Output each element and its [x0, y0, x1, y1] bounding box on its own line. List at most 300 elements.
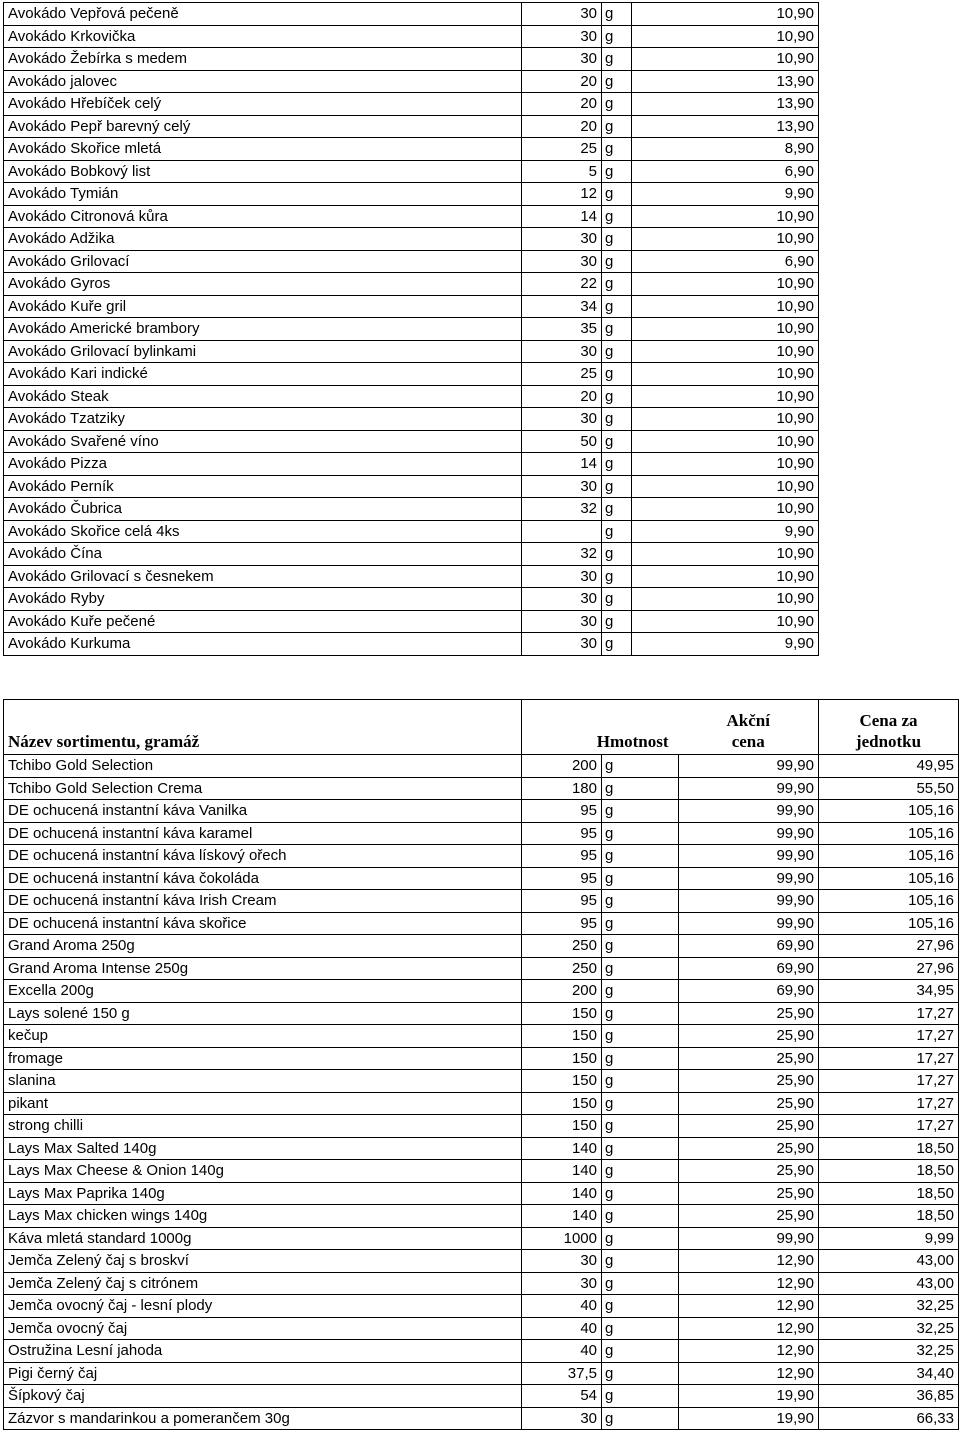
- price-cell: 8,90: [632, 138, 819, 161]
- unit-cell: g: [602, 475, 632, 498]
- weight-cell: 30: [522, 25, 602, 48]
- unit-cell: g: [602, 520, 632, 543]
- unit-cell: g: [602, 498, 632, 521]
- weight-cell: 95: [522, 800, 602, 823]
- unit-price-cell: 18,50: [819, 1205, 959, 1228]
- weight-cell: 34: [522, 295, 602, 318]
- weight-cell: 30: [522, 633, 602, 656]
- table-row: [4, 48, 819, 71]
- sale-price-cell: 25,90: [679, 1070, 819, 1093]
- price-cell: 13,90: [632, 93, 819, 116]
- product-name-cell: Avokádo Grilovací s česnekem: [4, 565, 522, 588]
- price-cell: 6,90: [632, 250, 819, 273]
- sale-price-cell: 25,90: [679, 1205, 819, 1228]
- weight-cell: [522, 520, 602, 543]
- header-unit-price-line1: Cena za: [859, 711, 918, 730]
- product-name-cell: Jemča ovocný čaj: [4, 1317, 522, 1340]
- sale-price-cell: 99,90: [679, 822, 819, 845]
- product-name-cell: pikant: [4, 1092, 522, 1115]
- weight-cell: 30: [522, 408, 602, 431]
- unit-cell: g: [602, 1250, 679, 1273]
- sale-price-cell: 69,90: [679, 980, 819, 1003]
- unit-cell: g: [602, 228, 632, 251]
- weight-cell: 250: [522, 957, 602, 980]
- weight-cell: 95: [522, 822, 602, 845]
- unit-cell: g: [602, 633, 632, 656]
- weight-cell: 180: [522, 777, 602, 800]
- product-name-cell: Avokádo Kurkuma: [4, 633, 522, 656]
- unit-price-cell: 105,16: [819, 912, 959, 935]
- weight-cell: 14: [522, 205, 602, 228]
- weight-cell: 30: [522, 1407, 602, 1430]
- table-row: [4, 565, 819, 588]
- product-name-cell: Avokádo Kuře gril: [4, 295, 522, 318]
- weight-cell: 20: [522, 115, 602, 138]
- unit-cell: g: [602, 800, 679, 823]
- product-name-cell: DE ochucená instantní káva čokoláda: [4, 867, 522, 890]
- product-name-cell: Káva mletá standard 1000g: [4, 1227, 522, 1250]
- weight-cell: 37,5: [522, 1362, 602, 1385]
- weight-cell: 150: [522, 1002, 602, 1025]
- table-row: [4, 1070, 959, 1093]
- table-row: [4, 610, 819, 633]
- product-name-cell: Avokádo Pepř barevný celý: [4, 115, 522, 138]
- price-cell: 10,90: [632, 588, 819, 611]
- weight-cell: 50: [522, 430, 602, 453]
- sale-price-cell: 99,90: [679, 912, 819, 935]
- unit-cell: g: [602, 1182, 679, 1205]
- weight-cell: 32: [522, 498, 602, 521]
- sale-price-cell: 99,90: [679, 1227, 819, 1250]
- unit-price-cell: 105,16: [819, 890, 959, 913]
- unit-price-cell: 105,16: [819, 822, 959, 845]
- weight-cell: 200: [522, 755, 602, 778]
- weight-cell: 150: [522, 1025, 602, 1048]
- sale-price-cell: 12,90: [679, 1272, 819, 1295]
- unit-price-cell: 32,25: [819, 1317, 959, 1340]
- product-name-cell: Lays Max Cheese & Onion 140g: [4, 1160, 522, 1183]
- weight-cell: 25: [522, 138, 602, 161]
- price-cell: 10,90: [632, 3, 819, 26]
- unit-cell: g: [602, 160, 632, 183]
- weight-cell: 35: [522, 318, 602, 341]
- sale-price-cell: 69,90: [679, 935, 819, 958]
- unit-cell: g: [602, 183, 632, 206]
- product-name-cell: Avokádo Čína: [4, 543, 522, 566]
- weight-cell: 20: [522, 93, 602, 116]
- product-name-cell: Avokádo Skořice mletá: [4, 138, 522, 161]
- unit-price-cell: 66,33: [819, 1407, 959, 1430]
- product-name-cell: Ostružina Lesní jahoda: [4, 1340, 522, 1363]
- product-name-cell: Avokádo Kari indické: [4, 363, 522, 386]
- unit-cell: g: [602, 205, 632, 228]
- product-name-cell: DE ochucená instantní káva skořice: [4, 912, 522, 935]
- weight-cell: 14: [522, 453, 602, 476]
- unit-cell: g: [602, 363, 632, 386]
- weight-cell: 30: [522, 228, 602, 251]
- table-row: [4, 183, 819, 206]
- unit-cell: g: [602, 565, 632, 588]
- product-name-cell: Avokádo Steak: [4, 385, 522, 408]
- sale-price-cell: 25,90: [679, 1002, 819, 1025]
- spice-price-table: [3, 2, 819, 656]
- unit-cell: g: [602, 250, 632, 273]
- table-row: [4, 1137, 959, 1160]
- unit-price-cell: 17,27: [819, 1025, 959, 1048]
- price-cell: 10,90: [632, 565, 819, 588]
- table-row: [4, 1407, 959, 1430]
- weight-cell: 30: [522, 1250, 602, 1273]
- unit-price-cell: 9,99: [819, 1227, 959, 1250]
- unit-cell: g: [602, 1070, 679, 1093]
- product-name-cell: Grand Aroma Intense 250g: [4, 957, 522, 980]
- product-name-cell: DE ochucená instantní káva karamel: [4, 822, 522, 845]
- table-row: [4, 1227, 959, 1250]
- unit-price-cell: 17,27: [819, 1115, 959, 1138]
- unit-cell: g: [602, 115, 632, 138]
- sale-price-cell: 19,90: [679, 1407, 819, 1430]
- table-row: [4, 520, 819, 543]
- sale-price-cell: 25,90: [679, 1137, 819, 1160]
- table-row: [4, 755, 959, 778]
- header-sale-price-line2: cena: [731, 732, 765, 751]
- product-name-cell: DE ochucená instantní káva Vanilka: [4, 800, 522, 823]
- product-name-cell: Avokádo Bobkový list: [4, 160, 522, 183]
- table-row: [4, 1362, 959, 1385]
- price-cell: 10,90: [632, 25, 819, 48]
- unit-cell: g: [602, 890, 679, 913]
- product-name-cell: Lays solené 150 g: [4, 1002, 522, 1025]
- weight-cell: 30: [522, 1272, 602, 1295]
- table-row: [4, 543, 819, 566]
- sale-price-cell: 99,90: [679, 890, 819, 913]
- product-name-cell: Avokádo Krkovička: [4, 25, 522, 48]
- product-name-cell: Avokádo Hřebíček celý: [4, 93, 522, 116]
- product-name-cell: Avokádo Adžika: [4, 228, 522, 251]
- sale-price-cell: 12,90: [679, 1295, 819, 1318]
- unit-price-cell: 17,27: [819, 1002, 959, 1025]
- unit-cell: g: [602, 273, 632, 296]
- product-name-cell: DE ochucená instantní káva Irish Cream: [4, 890, 522, 913]
- table-row: [4, 1047, 959, 1070]
- weight-cell: 150: [522, 1115, 602, 1138]
- weight-cell: 30: [522, 475, 602, 498]
- table-row: [4, 1115, 959, 1138]
- unit-cell: g: [602, 1002, 679, 1025]
- table-row: [4, 890, 959, 913]
- weight-cell: 40: [522, 1295, 602, 1318]
- weight-cell: 22: [522, 273, 602, 296]
- product-name-cell: slanina: [4, 1070, 522, 1093]
- unit-cell: g: [602, 1047, 679, 1070]
- sale-price-cell: 99,90: [679, 845, 819, 868]
- sale-price-cell: 99,90: [679, 777, 819, 800]
- unit-cell: g: [602, 1385, 679, 1408]
- sale-price-cell: 25,90: [679, 1025, 819, 1048]
- unit-cell: g: [602, 318, 632, 341]
- unit-price-cell: 17,27: [819, 1070, 959, 1093]
- weight-cell: 20: [522, 70, 602, 93]
- price-cell: 10,90: [632, 295, 819, 318]
- unit-cell: g: [602, 1160, 679, 1183]
- table-row: [4, 385, 819, 408]
- unit-price-cell: 17,27: [819, 1047, 959, 1070]
- weight-cell: 95: [522, 912, 602, 935]
- product-name-cell: Lays Max chicken wings 140g: [4, 1205, 522, 1228]
- unit-price-cell: 43,00: [819, 1250, 959, 1273]
- weight-cell: 140: [522, 1137, 602, 1160]
- product-name-cell: Avokádo Tzatziky: [4, 408, 522, 431]
- product-name-cell: Avokádo Grilovací bylinkami: [4, 340, 522, 363]
- sale-price-cell: 12,90: [679, 1317, 819, 1340]
- sale-price-cell: 99,90: [679, 800, 819, 823]
- sale-price-cell: 99,90: [679, 755, 819, 778]
- table-row: [4, 845, 959, 868]
- table-row: [4, 160, 819, 183]
- product-name-cell: Lays Max Salted 140g: [4, 1137, 522, 1160]
- table-row: [4, 822, 959, 845]
- price-cell: 10,90: [632, 430, 819, 453]
- table-header-row: [4, 700, 959, 755]
- unit-cell: g: [602, 385, 632, 408]
- table-row: [4, 93, 819, 116]
- table-row: [4, 408, 819, 431]
- product-name-cell: Avokádo Kuře pečené: [4, 610, 522, 633]
- unit-price-cell: 18,50: [819, 1160, 959, 1183]
- unit-cell: g: [602, 935, 679, 958]
- table-row: [4, 340, 819, 363]
- weight-cell: 140: [522, 1160, 602, 1183]
- product-name-cell: Avokádo Perník: [4, 475, 522, 498]
- table-row: [4, 1385, 959, 1408]
- unit-cell: g: [602, 1407, 679, 1430]
- unit-cell: g: [602, 1317, 679, 1340]
- table-row: [4, 1272, 959, 1295]
- table-row: [4, 1025, 959, 1048]
- price-cell: 13,90: [632, 70, 819, 93]
- unit-cell: g: [602, 1272, 679, 1295]
- weight-cell: 20: [522, 385, 602, 408]
- table-row: [4, 363, 819, 386]
- weight-cell: 140: [522, 1205, 602, 1228]
- unit-price-cell: 105,16: [819, 867, 959, 890]
- sale-price-cell: 25,90: [679, 1160, 819, 1183]
- table-row: [4, 1295, 959, 1318]
- unit-cell: g: [602, 1362, 679, 1385]
- product-name-cell: Jemča Zelený čaj s broskví: [4, 1250, 522, 1273]
- table-row: [4, 498, 819, 521]
- table-row: [4, 777, 959, 800]
- price-cell: 10,90: [632, 363, 819, 386]
- price-cell: 10,90: [632, 543, 819, 566]
- table-row: [4, 453, 819, 476]
- table-row: [4, 25, 819, 48]
- product-name-cell: Lays Max Paprika 140g: [4, 1182, 522, 1205]
- unit-price-cell: 105,16: [819, 800, 959, 823]
- product-name-cell: Jemča Zelený čaj s citrónem: [4, 1272, 522, 1295]
- table-row: [4, 1340, 959, 1363]
- table-row: [4, 800, 959, 823]
- unit-cell: g: [602, 822, 679, 845]
- unit-cell: g: [602, 755, 679, 778]
- unit-price-cell: 18,50: [819, 1137, 959, 1160]
- product-name-cell: Zázvor s mandarinkou a pomerančem 30g: [4, 1407, 522, 1430]
- table-row: [4, 633, 819, 656]
- product-name-cell: Šípkový čaj: [4, 1385, 522, 1408]
- unit-cell: g: [602, 48, 632, 71]
- product-name-cell: Avokádo Ryby: [4, 588, 522, 611]
- product-name-cell: Avokádo Vepřová pečeně: [4, 3, 522, 26]
- product-name-cell: Avokádo Svařené víno: [4, 430, 522, 453]
- unit-price-cell: 43,00: [819, 1272, 959, 1295]
- table-row: [4, 3, 819, 26]
- price-cell: 10,90: [632, 340, 819, 363]
- product-name-cell: Avokádo Citronová kůra: [4, 205, 522, 228]
- unit-cell: g: [602, 1295, 679, 1318]
- weight-cell: 250: [522, 935, 602, 958]
- unit-cell: g: [602, 610, 632, 633]
- weight-cell: 25: [522, 363, 602, 386]
- product-name-cell: Avokádo Americké brambory: [4, 318, 522, 341]
- table-row: [4, 1160, 959, 1183]
- unit-cell: g: [602, 93, 632, 116]
- table-row: [4, 912, 959, 935]
- header-weight: Hmotnost: [522, 700, 679, 755]
- unit-cell: g: [602, 1340, 679, 1363]
- table-row: [4, 295, 819, 318]
- unit-cell: g: [602, 25, 632, 48]
- unit-cell: g: [602, 980, 679, 1003]
- price-cell: 10,90: [632, 205, 819, 228]
- sale-price-cell: 19,90: [679, 1385, 819, 1408]
- unit-cell: g: [602, 1025, 679, 1048]
- weight-cell: 1000: [522, 1227, 602, 1250]
- product-name-cell: Avokádo Grilovací: [4, 250, 522, 273]
- price-cell: 9,90: [632, 520, 819, 543]
- weight-cell: 54: [522, 1385, 602, 1408]
- unit-cell: g: [602, 138, 632, 161]
- product-name-cell: Jemča ovocný čaj - lesní plody: [4, 1295, 522, 1318]
- price-cell: 10,90: [632, 475, 819, 498]
- weight-cell: 30: [522, 3, 602, 26]
- unit-price-cell: 34,95: [819, 980, 959, 1003]
- unit-cell: g: [602, 588, 632, 611]
- product-name-cell: Grand Aroma 250g: [4, 935, 522, 958]
- unit-cell: g: [602, 1205, 679, 1228]
- product-name-cell: DE ochucená instantní káva lískový ořech: [4, 845, 522, 868]
- product-price-table: [3, 699, 959, 1430]
- table-row: [4, 1317, 959, 1340]
- product-name-cell: Avokádo Skořice celá 4ks: [4, 520, 522, 543]
- weight-cell: 95: [522, 890, 602, 913]
- unit-cell: g: [602, 1227, 679, 1250]
- product-name-cell: Avokádo jalovec: [4, 70, 522, 93]
- sale-price-cell: 25,90: [679, 1115, 819, 1138]
- unit-price-cell: 27,96: [819, 935, 959, 958]
- weight-cell: 200: [522, 980, 602, 1003]
- unit-price-cell: 17,27: [819, 1092, 959, 1115]
- product-name-cell: strong chilli: [4, 1115, 522, 1138]
- product-name-cell: Avokádo Tymián: [4, 183, 522, 206]
- header-name: Název sortimentu, gramáž: [4, 700, 522, 755]
- price-cell: 9,90: [632, 633, 819, 656]
- table-row: [4, 138, 819, 161]
- sale-price-cell: 12,90: [679, 1340, 819, 1363]
- weight-cell: 40: [522, 1340, 602, 1363]
- table-row: [4, 588, 819, 611]
- unit-cell: g: [602, 845, 679, 868]
- product-name-cell: Tchibo Gold Selection: [4, 755, 522, 778]
- table-row: [4, 1205, 959, 1228]
- unit-cell: g: [602, 430, 632, 453]
- unit-cell: g: [602, 777, 679, 800]
- weight-cell: 95: [522, 867, 602, 890]
- unit-cell: g: [602, 3, 632, 26]
- table-row: [4, 1250, 959, 1273]
- unit-cell: g: [602, 453, 632, 476]
- unit-price-cell: 18,50: [819, 1182, 959, 1205]
- product-name-cell: Avokádo Čubrica: [4, 498, 522, 521]
- price-cell: 10,90: [632, 453, 819, 476]
- weight-cell: 30: [522, 340, 602, 363]
- weight-cell: 12: [522, 183, 602, 206]
- weight-cell: 150: [522, 1070, 602, 1093]
- weight-cell: 30: [522, 48, 602, 71]
- unit-cell: g: [602, 408, 632, 431]
- weight-cell: 30: [522, 565, 602, 588]
- table-row: [4, 475, 819, 498]
- unit-cell: g: [602, 70, 632, 93]
- header-sale-price-line1: Akční: [726, 711, 770, 730]
- unit-cell: g: [602, 867, 679, 890]
- unit-price-cell: 36,85: [819, 1385, 959, 1408]
- table-row: [4, 935, 959, 958]
- header-sale-price: [679, 700, 819, 755]
- price-cell: 6,90: [632, 160, 819, 183]
- header-unit-price-line2: jednotku: [855, 732, 922, 751]
- weight-cell: 95: [522, 845, 602, 868]
- table-row: [4, 1092, 959, 1115]
- weight-cell: 5: [522, 160, 602, 183]
- unit-cell: g: [602, 912, 679, 935]
- sale-price-cell: 25,90: [679, 1047, 819, 1070]
- weight-cell: 40: [522, 1317, 602, 1340]
- price-cell: 10,90: [632, 228, 819, 251]
- table-row: [4, 318, 819, 341]
- unit-price-cell: 32,25: [819, 1295, 959, 1318]
- price-cell: 10,90: [632, 48, 819, 71]
- table-row: [4, 430, 819, 453]
- weight-cell: 150: [522, 1092, 602, 1115]
- price-cell: 10,90: [632, 273, 819, 296]
- weight-cell: 30: [522, 610, 602, 633]
- product-name-cell: Tchibo Gold Selection Crema: [4, 777, 522, 800]
- unit-price-cell: 55,50: [819, 777, 959, 800]
- unit-cell: g: [602, 295, 632, 318]
- unit-cell: g: [602, 1092, 679, 1115]
- product-name-cell: Pigi černý čaj: [4, 1362, 522, 1385]
- unit-cell: g: [602, 957, 679, 980]
- unit-price-cell: 105,16: [819, 845, 959, 868]
- unit-price-cell: 34,40: [819, 1362, 959, 1385]
- sale-price-cell: 25,90: [679, 1092, 819, 1115]
- unit-cell: g: [602, 1137, 679, 1160]
- table-row: [4, 1002, 959, 1025]
- product-name-cell: Avokádo Žebírka s medem: [4, 48, 522, 71]
- table-row: [4, 228, 819, 251]
- sale-price-cell: 12,90: [679, 1250, 819, 1273]
- unit-price-cell: 49,95: [819, 755, 959, 778]
